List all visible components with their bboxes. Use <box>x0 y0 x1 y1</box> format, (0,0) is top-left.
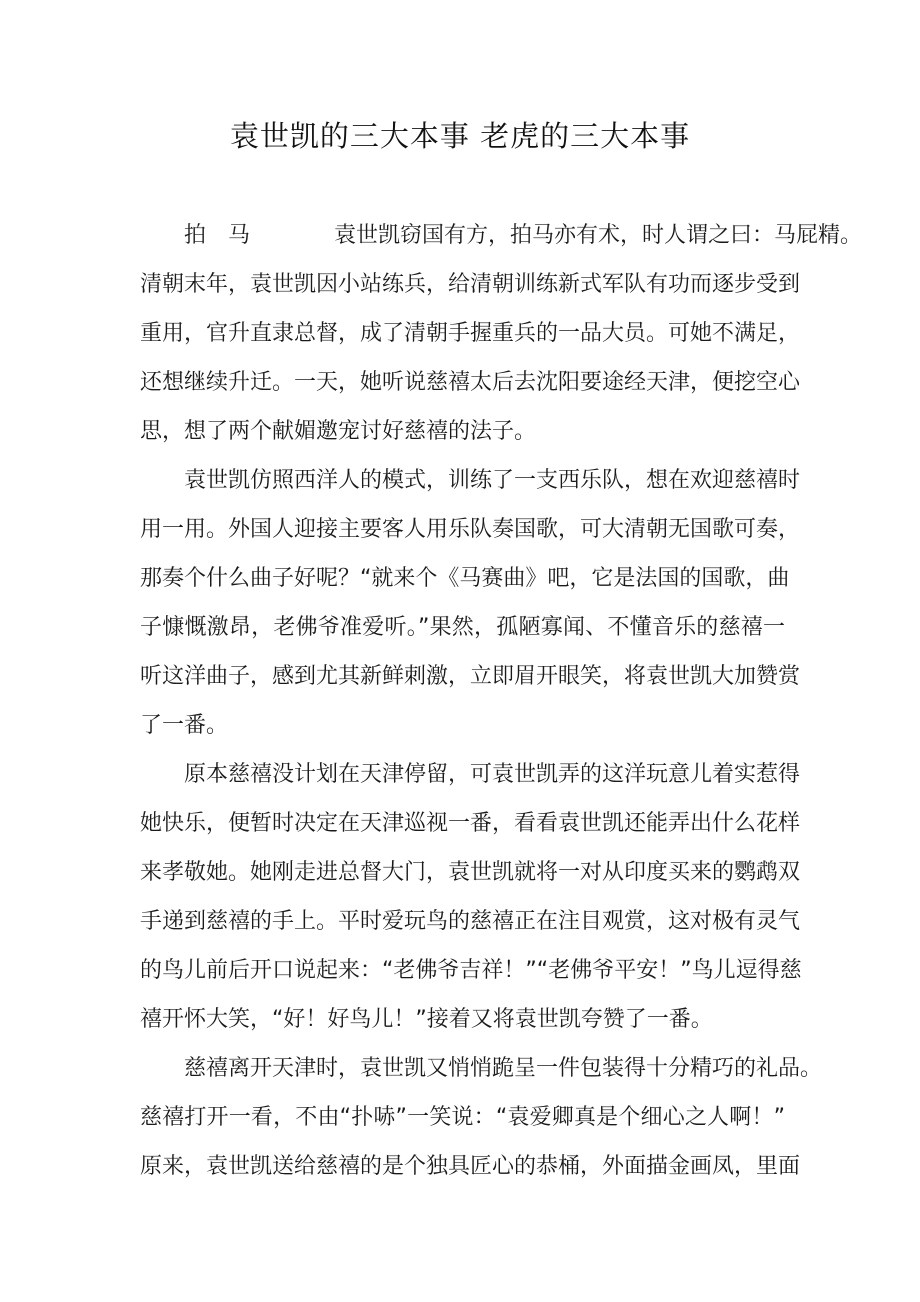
paragraph-line: 禧开怀大笑，“好！好鸟儿！”接着又将袁世凯夸赞了一番。 <box>140 1007 713 1032</box>
paragraph-line: 手递到慈禧的手上。平时爱玩鸟的慈禧正在注目观赏，这对极有灵气 <box>140 909 801 934</box>
paragraph-line: 原来，袁世凯送给慈禧的是个独具匠心的恭桶，外面描金画凤，里面 <box>140 1154 801 1179</box>
paragraph-line: 思，想了两个献媚邀宠讨好慈禧的法子。 <box>140 419 537 444</box>
line-text: 袁世凯窃国有方，拍马亦有术，时人谓之曰：马屁精。 <box>334 223 863 248</box>
paragraph-line <box>140 211 863 260</box>
paragraph-line: 清朝末年，袁世凯因小站练兵，给清朝训练新式军队有功而逐步受到 <box>140 272 801 297</box>
paragraph-2 <box>140 456 801 750</box>
section-heading: 拍 马 <box>184 223 251 248</box>
paragraph-line: 原本慈禧没计划在天津停留，可袁世凯弄的这洋玩意儿着实惹得 <box>184 762 801 787</box>
paragraph-line: 来孝敬她。她刚走进总督大门，袁世凯就将一对从印度买来的鹦鹉双 <box>140 860 801 885</box>
paragraph-line: 慈禧打开一看，不由“扑哧”一笑说：“袁爱卿真是个细心之人啊！” <box>140 1105 785 1130</box>
paragraph-line: 子慷慨激昂，老佛爷准爱听。”果然，孤陋寡闻、不懂音乐的慈禧一 <box>140 615 785 640</box>
paragraph-line: 慈禧离开天津时，袁世凯又悄悄跪呈一件包装得十分精巧的礼品。 <box>184 1056 823 1081</box>
paragraph-line: 用一用。外国人迎接主要客人用乐队奏国歌，可大清朝无国歌可奏， <box>140 517 801 542</box>
paragraph-line: 袁世凯仿照西洋人的模式，训练了一支西乐队，想在欢迎慈禧时 <box>184 468 801 493</box>
paragraph-line: 她快乐，便暂时决定在天津巡视一番，看看袁世凯还能弄出什么花样 <box>140 811 801 836</box>
paragraph-line: 听这洋曲子，感到尤其新鲜刺激，立即眉开眼笑，将袁世凯大加赞赏 <box>140 664 801 689</box>
document-title: 袁世凯的三大本事 老虎的三大本事 <box>229 119 691 153</box>
paragraph-line: 的鸟儿前后开口说起来：“老佛爷吉祥！”“老佛爷平安！”鸟儿逗得慈 <box>140 958 802 983</box>
paragraph-line: 还想继续升迁。一天，她听说慈禧太后去沈阳要途经天津，便挖空心 <box>140 370 801 395</box>
paragraph-line: 那奏个什么曲子好呢？“就来个《马赛曲》吧，它是法国的国歌，曲 <box>140 566 790 591</box>
paragraph-line: 了一番。 <box>140 713 229 738</box>
paragraph-4 <box>140 1044 823 1191</box>
document-body <box>140 211 863 1191</box>
paragraph-line: 重用，官升直隶总督，成了清朝手握重兵的一品大员。可她不满足， <box>140 321 801 346</box>
paragraph-3 <box>140 750 802 1044</box>
paragraph-1 <box>140 211 863 456</box>
